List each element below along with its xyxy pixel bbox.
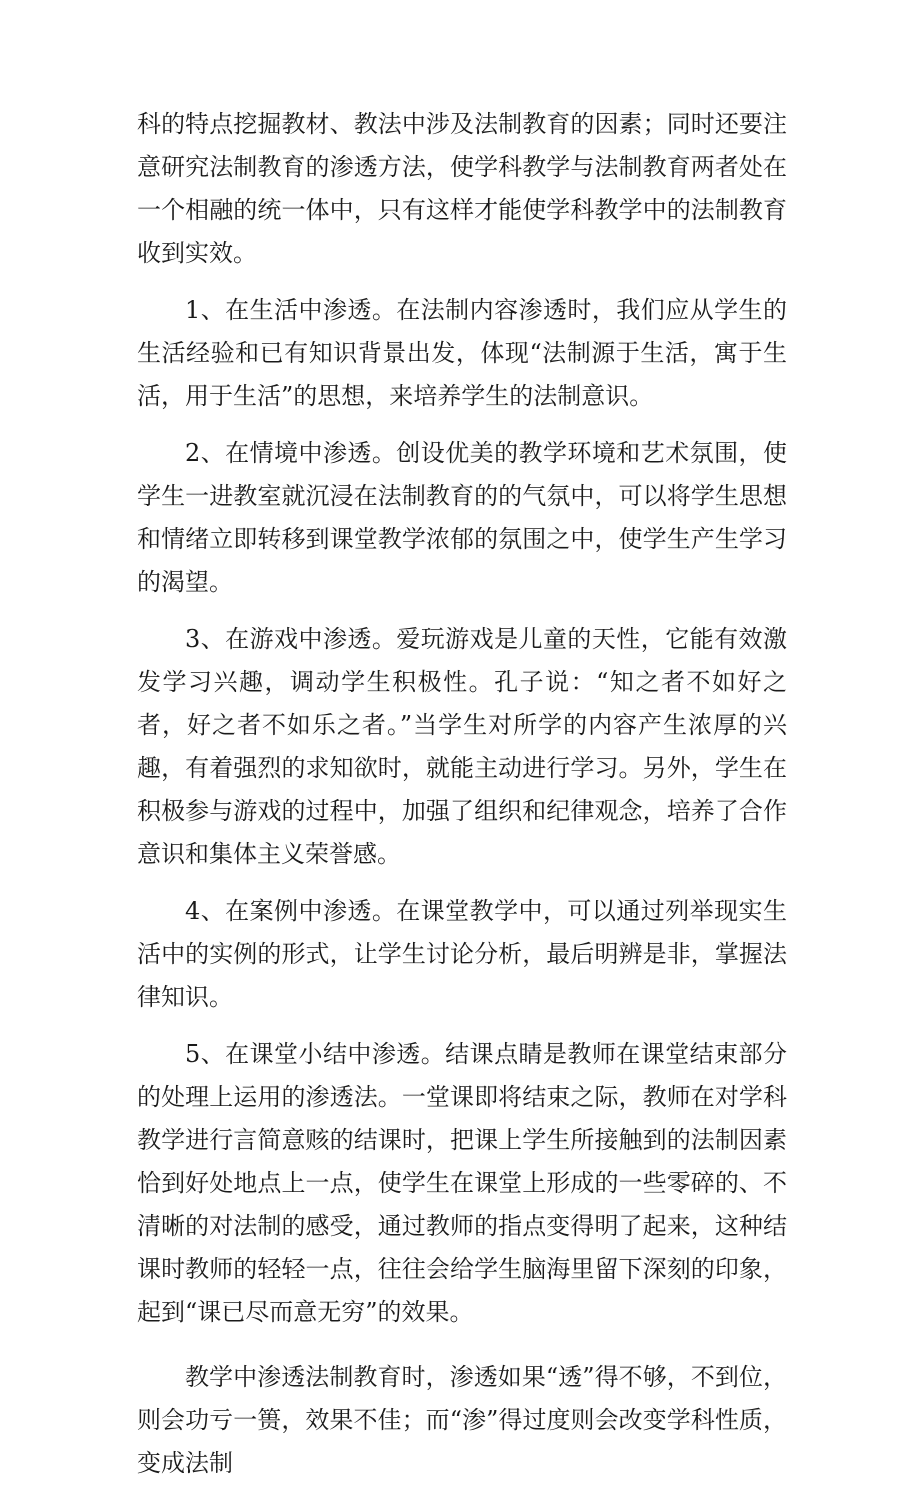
paragraph-item-4: 4、在案例中渗透。在课堂教学中，可以通过列举现实生活中的实例的形式，让学生讨论分析，最后明辨是非，掌握法律知识。 (137, 897, 787, 1011)
paragraph-item-2: 2、在情境中渗透。创设优美的教学环境和艺术氛围，使学生一进教室就沉浸在法制教育的的气氛中，可以将学生思想和情绪立即转移到课堂教学浓郁的氛围之中，使学生产生学习的渴望。 (137, 439, 787, 596)
paragraph-item-1: 1、在生活中渗透。在法制内容渗透时，我们应从学生的生活经验和已有知识背景出发，体现“法制源于生活，寓于生活，用于生活”的思想，来培养学生的法制意识。 (137, 296, 787, 410)
paragraph-conclusion: 教学中渗透法制教育时，渗透如果“透”得不够，不到位，则会功亏一篑，效果不佳；而“渗”得过度则会改变学科性质，变成法制 (137, 1363, 787, 1477)
paragraph-item-5: 5、在课堂小结中渗透。结课点睛是教师在课堂结束部分的处理上运用的渗透法。一堂课即将结束之际，教师在对学科教学进行言简意赅的结课时，把课上学生所接触到的法制因素恰到好处地点上一点，使学生在课堂上形成的一些零碎的、不清晰的对法制的感受，通过教师的指点变得明了起来，这种结课时教师的轻轻一点，往往会给学生脑海里留下深刻的印象，起到“课已尽而意无穷”的效果。 (137, 1040, 787, 1326)
document-body (137, 103, 787, 1485)
paragraph-item-3: 3、在游戏中渗透。爱玩游戏是儿童的天性，它能有效激发学习兴趣，调动学生积极性。孔子说：“知之者不如好之者，好之者不如乐之者。”当学生对所学的内容产生浓厚的兴趣，有着强烈的求知欲时，就能主动进行学习。另外，学生在积极参与游戏的过程中，加强了组织和纪律观念，培养了合作意识和集体主义荣誉感。 (137, 625, 787, 868)
paragraph-intro: 科的特点挖掘教材、教法中涉及法制教育的因素；同时还要注意研究法制教育的渗透方法，使学科教学与法制教育两者处在一个相融的统一体中，只有这样才能使学科教学中的法制教育收到实效。 (137, 110, 787, 267)
